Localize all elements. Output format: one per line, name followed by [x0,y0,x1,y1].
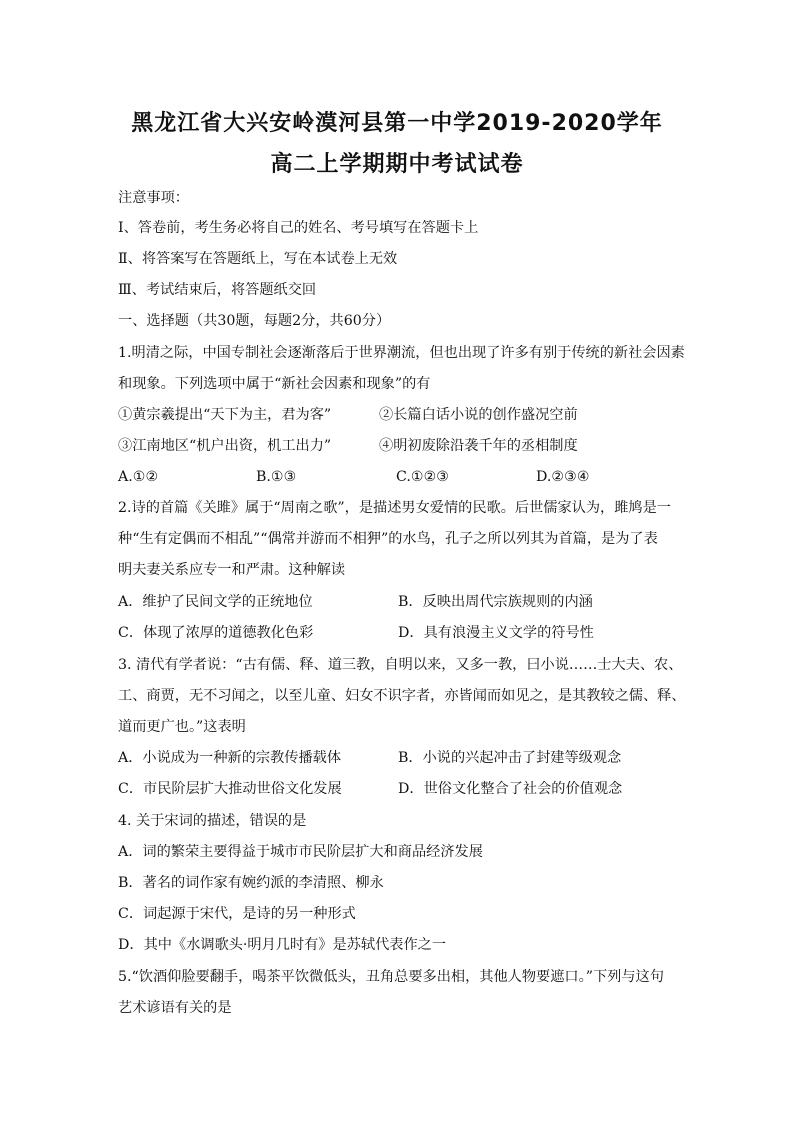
question-1-statement-1: ①黄宗羲提出“天下为主，君为客” [118,407,332,423]
question-5-line-1: 5.“饮酒仰脸要翻手，喝茶平饮微低头，丑角总要多出相，其他人物要遮口。”下列与这句 [118,969,664,985]
notice-item-1: Ⅰ、答卷前，考生务必将自己的姓名、考号填写在答题卡上 [118,220,479,236]
exam-title-line2: 高二上学期期中考试试卷 [270,152,524,177]
question-5-line-2: 艺术谚语有关的是 [118,1000,232,1016]
question-3-line-3: 道而更广也。”这表明 [118,719,246,735]
section-heading: 一、选择题（共30题，每题2分，共60分） [118,313,391,329]
question-1-line-2: 和现象。下列选项中属于“新社会因素和现象”的有 [118,376,431,392]
question-2-option-a: A．维护了民间文学的正统地位 [118,594,313,610]
question-2-line-1: 2.诗的首篇《关雎》属于“周南之歌”，是描述男女爱情的民歌。后世儒家认为，雎鸠是一 [118,500,671,516]
question-4-option-c: C．词起源于宋代，是诗的另一种形式 [118,906,356,922]
question-1-option-d: D.②③④ [536,469,590,485]
question-3-option-a: A．小说成为一种新的宗教传播载体 [118,750,342,766]
question-1-option-a: A.①② [118,469,159,485]
question-1-option-b: B.①③ [256,469,297,485]
question-1-statement-3: ③江南地区“机户出资，机工出力” [118,438,332,454]
question-2-option-d: D．具有浪漫主义文学的符号性 [398,625,594,641]
question-2-line-2: 种“生有定偶而不相乱”“偶常并游而不相狎”的水鸟，孔子之所以列其为首篇，是为了表 [118,531,658,547]
question-1-statement-2: ②长篇白话小说的创作盛况空前 [379,407,578,423]
notice-item-3: Ⅲ、考试结束后，将答题纸交回 [118,282,317,298]
question-2-line-3: 明夫妻关系应专一和严肃。这种解读 [118,562,346,578]
question-2-option-c: C．体现了浓厚的道德教化色彩 [118,625,314,641]
question-3-line-2: 工、商贾，无不习闻之，以至儿童、妇女不识字者，亦皆闻而如见之，是其教较之儒、释、 [118,688,686,704]
notice-heading: 注意事项： [118,190,189,206]
question-3-option-d: D．世俗文化整合了社会的价值观念 [398,781,623,797]
question-3-option-b: B．小说的兴起冲击了封建等级观念 [398,750,622,766]
notice-item-2: Ⅱ、将答案写在答题纸上，写在本试卷上无效 [118,251,398,267]
question-4-line-1: 4. 关于宋词的描述，错误的是 [118,813,307,829]
question-3-line-1: 3. 清代有学者说：“古有儒、释、道三教，自明以来，又多一教，曰小说……士大夫、农、 [118,657,683,673]
question-1-statement-4: ④明初废除沿袭千年的丞相制度 [379,438,578,454]
question-4-option-d: D．其中《水调歌头·明月几时有》是苏轼代表作之一 [118,937,447,953]
exam-title-line1: 黑龙江省大兴安岭漠河县第一中学2019-2020学年 [131,111,663,136]
question-4-option-b: B．著名的词作家有婉约派的李清照、柳永 [118,875,384,891]
question-1-line-1: 1.明清之际，中国专制社会逐渐落后于世界潮流，但也出现了许多有别于传统的新社会因素 [118,345,685,361]
question-3-option-c: C．市民阶层扩大推动世俗文化发展 [118,781,342,797]
question-4-option-a: A．词的繁荣主要得益于城市市民阶层扩大和商品经济发展 [118,844,483,860]
question-1-option-c: C.①②③ [396,469,450,485]
question-2-option-b: B．反映出周代宗族规则的内涵 [398,594,593,610]
